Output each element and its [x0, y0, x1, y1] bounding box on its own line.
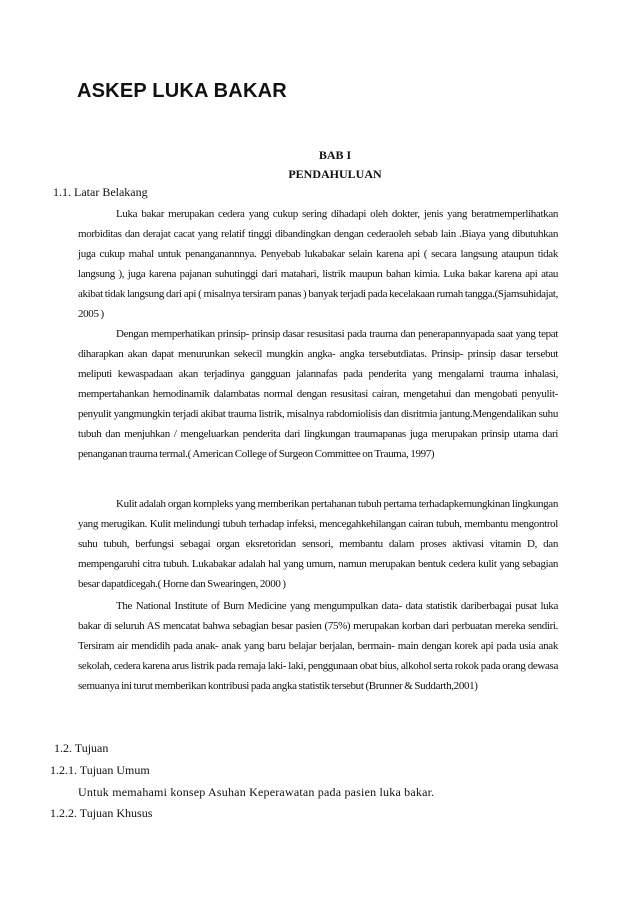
chapter-number: BAB I	[318, 148, 352, 162]
tujuan-umum-text: Untuk memahami konsep Asuhan Keperawatan pada pasien luka bakar.	[78, 785, 435, 799]
paragraph-3: Kulit adalah organ kompleks yang memberikan pertahanan tubuh pertama terhadapkemungkinan lingkungan yang merugikan. Kulit melindungi tubuh terhadap infeksi, mencegahkehilangan cairan tubuh, membantu mengontrol suhu tubuh, berfungsi sebagai organ eksretoridan sensori, membantu dalam proses aktivasi vitamin D, dan mempengaruhi citra tubuh. Lukabakar adalah hal yang umum, namun merupakan bentuk cedera kulit yang sebagian besar dapatdicegah.( Horne dan Swearingen, 2000 )	[78, 498, 558, 590]
section-heading-latar-belakang: 1.1. Latar Belakang	[53, 185, 148, 199]
paragraph-1: Luka bakar merupakan cedera yang cukup sering dihadapi oleh dokter, jenis yang beratmemperlihatkan morbiditas dan derajat cacat yang relatif tinggi dibandingkan dengan cederaoleh sebab lain .Biaya yang dibutuhkan juga cukup mahal untuk penanganannnya. Penyebab lukabakar selain karena api ( secara langsung ataupun tidak langsung ), juga karena pajanan suhutinggi dari matahari, listrik maupun bahan kimia. Luka bakar karena api atau akibat tidak langsung dari api ( misalnya tersiram panas ) banyak terjadi pada kecelakaan rumah tangga.(Sjamsuhidajat, 2005 )	[78, 208, 558, 320]
document-title: ASKEP LUKA BAKAR	[77, 80, 287, 102]
chapter-title: PENDAHULUAN	[288, 167, 382, 181]
paragraph-4: The National Institute of Burn Medicine yang mengumpulkan data- data statistik dariberbagai pusat luka bakar di seluruh AS mencatat bahwa sebagian besar pasien (75%) merupakan korban dari perbuatan mereka sendiri. Tersiram air mendidih pada anak- anak yang baru belajar berjalan, bermain- main dengan korek api pada usia anak sekolah, cedera karena arus listrik pada remaja laki- laki, penggunaan obat bius, alkohol serta rokok pada orang dewasa semuanya ini turut memberikan kontribusi pada angka statistik tersebut (Brunner & Suddarth,2001)	[78, 600, 558, 692]
paragraph-2: Dengan memperhatikan prinsip- prinsip dasar resusitasi pada trauma dan penerapannyapada saat yang tepat diharapkan akan dapat menurunkan sekecil mungkin angka- angka tersebutdiatas. Prinsip- prinsip dasar tersebut meliputi kewaspadaan akan terjadinya gangguan jalannafas pada penderita yang mengalami trauma inhalasi, mempertahankan hemodinamik dalambatas normal dengan resusitasi cairan, mengetahui dan mengobati penyulit- penyulit yangmungkin terjadi akibat trauma listrik, misalnya rabdomiolisis dan disritmia jantung.Mengendalikan suhu tubuh dan menjuhkan / mengeluarkan penderita dari lingkungan traumapanas juga merupakan prinsip utama dari penanganan trauma termal.( American College of Surgeon Committee on Trauma, 1997)	[78, 328, 558, 460]
section-heading-tujuan-umum: 1.2.1. Tujuan Umum	[50, 763, 150, 777]
section-heading-tujuan-khusus: 1.2.2. Tujuan Khusus	[50, 806, 153, 820]
section-heading-tujuan: 1.2. Tujuan	[54, 741, 109, 755]
